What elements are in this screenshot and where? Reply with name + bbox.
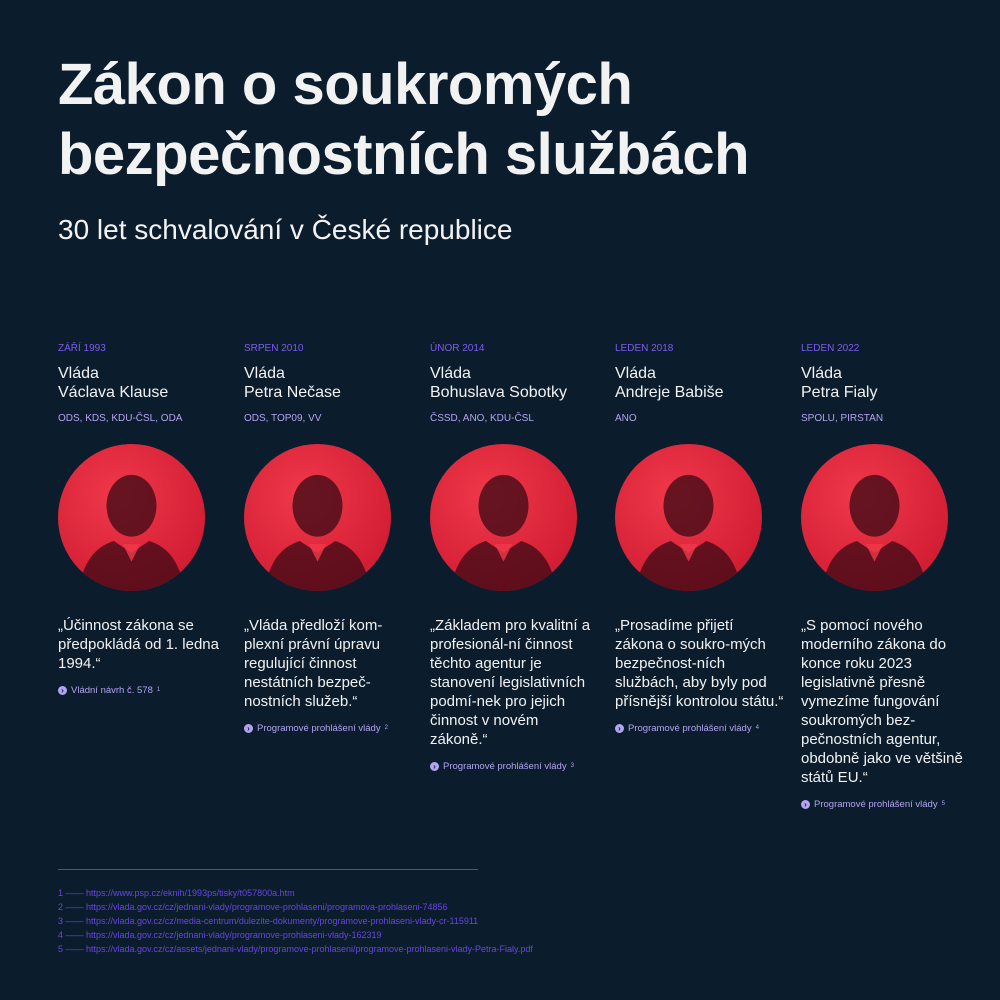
- source-label: Programové prohlášení vlády: [814, 799, 938, 810]
- government-date: SRPEN 2010: [244, 343, 304, 354]
- arrow-right-icon: ›: [615, 724, 624, 733]
- government-name: [430, 364, 600, 402]
- government-column: [801, 342, 971, 810]
- prime-minister-portrait: [58, 444, 205, 591]
- footnote[interactable]: 3 —— https://vlada.gov.cz/cz/media-centrum/dulezite-dokumenty/programove-prohlaseni-vlady-cr-115911: [58, 916, 479, 926]
- government-date: ZÁŘÍ 1993: [58, 343, 106, 354]
- footnote[interactable]: 5 —— https://vlada.gov.cz/cz/assets/jednani-vlady/programove-prohlaseni/programove-prohlaseni-vlady-Petra-Fialy.pdf: [58, 944, 533, 954]
- quote-text: „S pomocí nového moderního zákona do konce roku 2023 legislativně přesně vymezíme fungování soukromých bez-pečnostních agentur, obdobně jako ve většině států EU.“: [801, 617, 963, 786]
- government-column: [615, 342, 785, 734]
- government-parties: SPOLU, PIRSTAN: [801, 413, 884, 424]
- arrow-right-icon: ›: [801, 800, 810, 809]
- footnote-ref: 1: [156, 687, 161, 693]
- footnote-ref: 5: [941, 801, 945, 807]
- quote-text: „Prosadíme přijetí zákona o soukro-mých bezpečnost-ních službách, aby byly pod přísnější kontrolou státu.“: [615, 617, 784, 710]
- government-date: LEDEN 2018: [615, 343, 674, 354]
- page-title: Zákon o soukromých bezpečnostních službách: [58, 52, 750, 187]
- prime-minister-portrait: [430, 444, 577, 591]
- government-name-line: Vláda: [244, 365, 285, 382]
- government-name: [58, 364, 228, 402]
- government-date: ÚNOR 2014: [430, 343, 485, 354]
- source-link[interactable]: [430, 757, 600, 776]
- footnotes: [58, 886, 533, 956]
- source-link[interactable]: [244, 719, 414, 738]
- prime-minister-portrait: [615, 444, 762, 591]
- government-name-line: Petra Nečase: [244, 384, 341, 401]
- source-label: Programové prohlášení vlády: [628, 723, 752, 734]
- source-label: Vládní návrh č. 578: [71, 685, 153, 696]
- government-parties: ANO: [615, 413, 637, 424]
- government-name-line: Vláda: [801, 365, 842, 382]
- government-name: [615, 364, 785, 402]
- government-name-line: Vláda: [58, 365, 99, 382]
- government-name-line: Bohuslava Sobotky: [430, 384, 567, 401]
- government-parties: ODS, TOP09, VV: [244, 413, 322, 424]
- source-link[interactable]: [58, 681, 228, 700]
- government-column: [58, 342, 228, 696]
- arrow-right-icon: ›: [58, 686, 67, 695]
- government-name: [801, 364, 971, 402]
- quote-text: „Účinnost zákona se předpokládá od 1. ledna 1994.“: [58, 617, 219, 672]
- government-name-line: Vláda: [615, 365, 656, 382]
- government-name-line: Andreje Babiše: [615, 384, 724, 401]
- footnote[interactable]: 1 —— https://www.psp.cz/eknih/1993ps/tisky/t057800a.htm: [58, 888, 295, 898]
- source-label: Programové prohlášení vlády: [257, 723, 381, 734]
- quote-text: „Vláda předloží kom-plexní právní úpravu regulující činnost nestátních bezpeč-nostních služeb.“: [244, 617, 383, 710]
- government-column: [430, 342, 600, 772]
- page-subtitle: 30 let schvalování v České republice: [58, 214, 513, 245]
- government-date: LEDEN 2022: [801, 343, 860, 354]
- prime-minister-portrait: [801, 444, 948, 591]
- footnote-ref: 3: [570, 763, 574, 769]
- source-label: Programové prohlášení vlády: [443, 761, 567, 772]
- government-name-line: Petra Fialy: [801, 384, 878, 401]
- government-name-line: Václava Klause: [58, 384, 169, 401]
- arrow-right-icon: ›: [430, 762, 439, 771]
- footnote-ref: 4: [755, 725, 759, 731]
- quote: [615, 616, 785, 738]
- footnote-ref: 2: [384, 725, 388, 731]
- government-name-line: Vláda: [430, 365, 471, 382]
- government-parties: ČSSD, ANO, KDU-ČSL: [430, 413, 534, 424]
- government-name: [244, 364, 414, 402]
- government-column: [244, 342, 414, 734]
- arrow-right-icon: ›: [244, 724, 253, 733]
- quote: [430, 616, 600, 776]
- footnote[interactable]: 4 —— https://vlada.gov.cz/cz/jednani-vlady/programove-prohlaseni-vlady-162319: [58, 930, 382, 940]
- source-link[interactable]: [801, 795, 971, 814]
- prime-minister-portrait: [244, 444, 391, 591]
- quote: [801, 616, 971, 814]
- quote-text: „Základem pro kvalitní a profesionál-ní činnost těchto agentur je stanovení legislativních podmí-nek pro jejich činnost v novém zákoně.“: [430, 617, 591, 748]
- government-parties: ODS, KDS, KDU-ČSL, ODA: [58, 413, 183, 424]
- quote: [58, 616, 228, 700]
- footnote-divider: [58, 869, 478, 870]
- source-link[interactable]: [615, 719, 785, 738]
- quote: [244, 616, 414, 738]
- footnote[interactable]: 2 —— https://vlada.gov.cz/cz/jednani-vlady/programove-prohlaseni/programova-prohlaseni-74856: [58, 902, 448, 912]
